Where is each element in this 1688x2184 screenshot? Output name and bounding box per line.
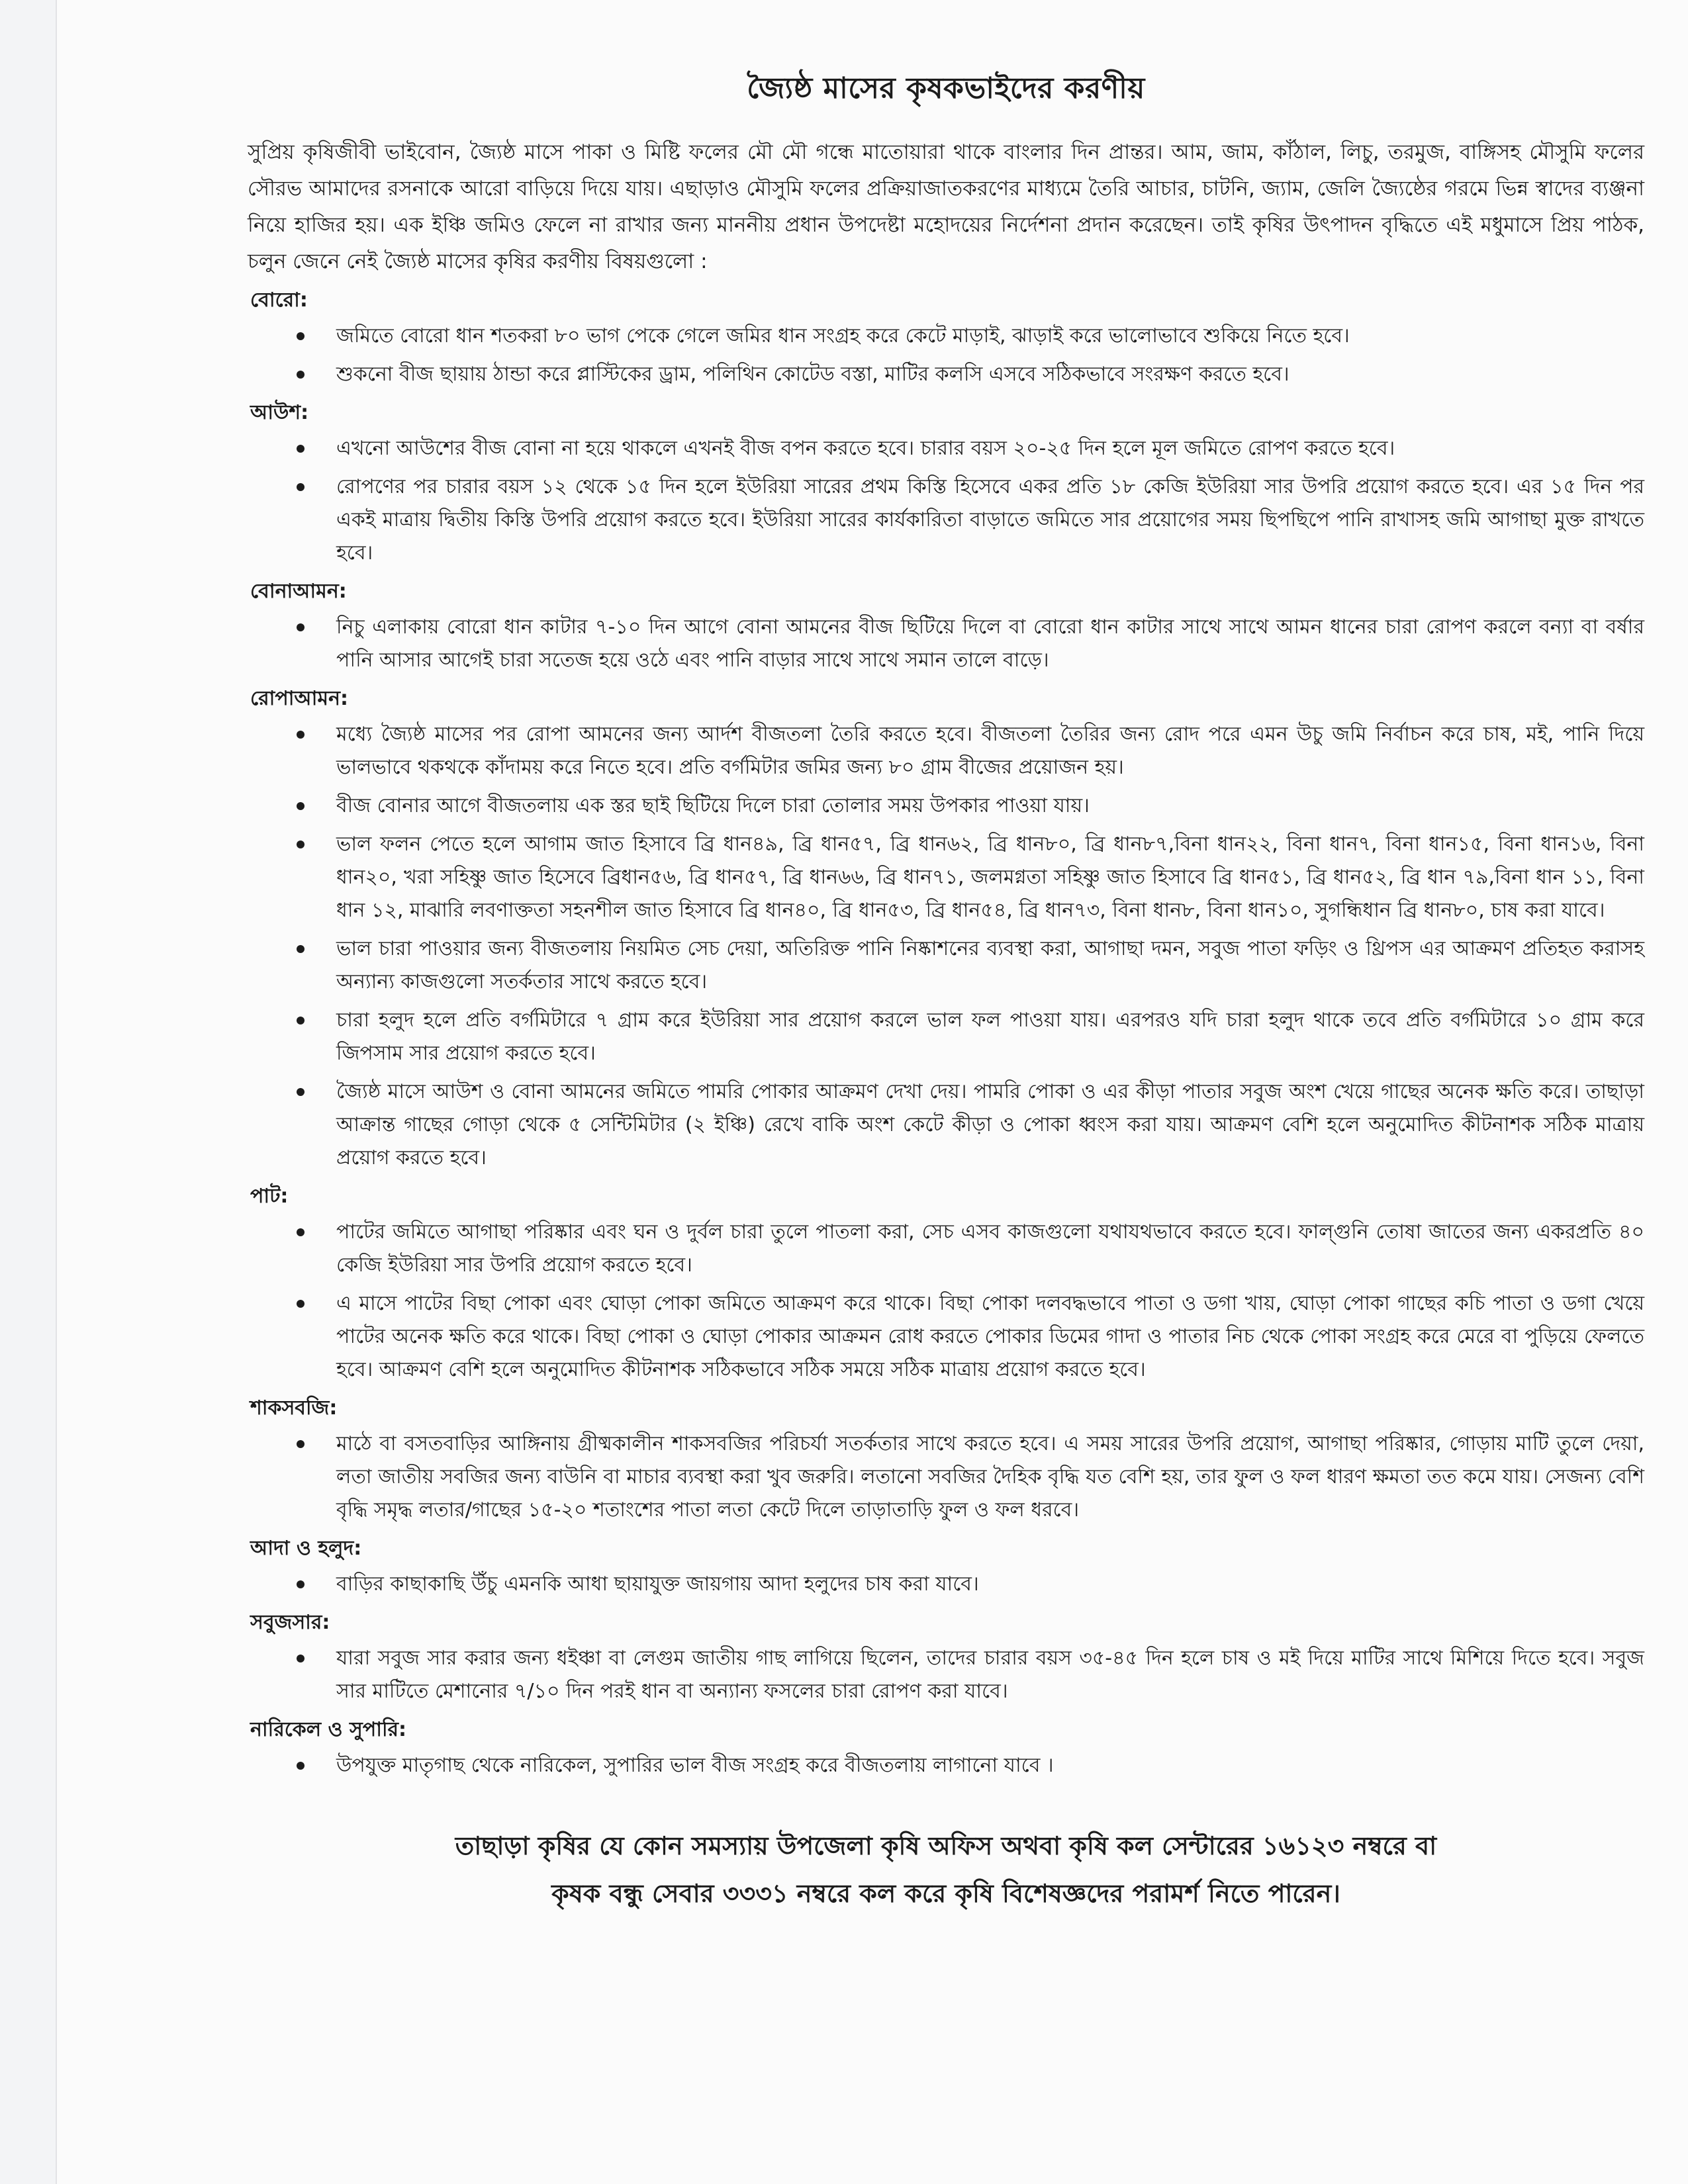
list-item: বাড়ির কাছাকাছি উঁচু এমনকি আধা ছায়াযুক্ত জায়গায় আদা হলুদের চাষ করা যাবে। (248, 1568, 1644, 1601)
list-item: মাঠে বা বসতবাড়ির আঙ্গিনায় গ্রীষ্মকালীন শাকসবজির পরিচর্যা সতর্কতার সাথে করতে হবে। এ সময় সারের উপরি প্রয়োগ, আগাছা পরিষ্কার, গোড়ায় মাটি তুলে দেয়া, লতা জাতীয় সবজির জন্য বাউনি বা মাচার ব্যবস্থা করা খুব জরুরি। লতানো সবজির দৈহিক বৃদ্ধি যত বেশি হয়, তার ফুল ও ফল ধারণ ক্ষমতা তত কমে যায়। সেজন্য বেশি বৃদ্ধি সমৃদ্ধ লতার/গাছের ১৫-২০ শতাংশের পাতা লতা কেটে দিলে তাড়াতাড়ি ফুল ও ফল ধরবে। (248, 1428, 1644, 1527)
bullet-list (248, 1568, 1644, 1601)
bullet-list (248, 1642, 1644, 1708)
bullet-list (248, 611, 1644, 677)
list-item: পাটের জমিতে আগাছা পরিষ্কার এবং ঘন ও দুর্বল চারা তুলে পাতলা করা, সেচ এসব কাজগুলো যথাযথভাবে করতে হবে। ফাল্গুনি তোষা জাতের জন্য একরপ্রতি ৪০ কেজি ইউরিয়া সার উপরি প্রয়োগ করতে হবে। (248, 1216, 1644, 1282)
list-item: নিচু এলাকায় বোরো ধান কাটার ৭-১০ দিন আগে বোনা আমনের বীজ ছিটিয়ে দিলে বা বোরো ধান কাটার সাথে সাথে আমন ধানের চারা রোপণ করলে বন্যা বা বর্ষার পানি আসার আগেই চারা সতেজ হয়ে ওঠে এবং পানি বাড়ার সাথে সাথে সমান তালে বাড়ে। (248, 611, 1644, 677)
bullet-list (248, 320, 1644, 391)
document-page (56, 0, 1688, 2184)
bullet-list (248, 1216, 1644, 1387)
section-heading: রোপাআমন: (250, 687, 348, 710)
list-item: ভাল ফলন পেতে হলে আগাম জাত হিসাবে ব্রি ধান৪৯, ব্রি ধান৫৭, ব্রি ধান৬২, ব্রি ধান৮০, ব্রি ধান৮৭,বিনা ধান২২, বিনা ধান৭, বিনা ধান১৫, বিনা ধান১৬, বিনা ধান২০, খরা সহিষ্ণু জাত হিসেবে ব্রিধান৫৬, ব্রি ধান৫৭, ব্রি ধান৬৬, ব্রি ধান৭১, জলমগ্নতা সহিষ্ণু জাত হিসাবে ব্রি ধান৫১, ব্রি ধান৫২, ব্রি ধান ৭৯,বিনা ধান ১১, বিনা ধান ১২, মাঝারি লবণাক্ততা সহনশীল জাত হিসাবে ব্রি ধান৪০, ব্রি ধান৫৩, ব্রি ধান৫৪, ব্রি ধান৭৩, বিনা ধান৮, বিনা ধান১০, সুগন্ধিধান ব্রি ধান৮০, চাষ করা যাবে। (248, 828, 1644, 927)
section-heading: বোনাআমন: (250, 580, 347, 603)
section-heading: বোরো: (250, 289, 308, 312)
section (248, 1606, 1644, 1708)
section-heading: নারিকেল ও সুপারি: (250, 1718, 407, 1741)
section (248, 1392, 1644, 1527)
section (248, 1180, 1644, 1387)
closing-line: কৃষক বন্ধু সেবার ৩৩৩১ নম্বরে কল করে কৃষি বিশেষজ্ঞদের পরামর্শ নিতে পারেন। (551, 1879, 1340, 1908)
document-content (248, 66, 1644, 1917)
list-item: বীজ বোনার আগে বীজতলায় এক স্তর ছাই ছিটিয়ে দিলে চারা তোলার সময় উপকার পাওয়া যায়। (248, 790, 1644, 823)
section (248, 396, 1644, 570)
list-item: শুকনো বীজ ছায়ায় ঠান্ডা করে প্লাস্টিকের ড্রাম, পলিথিন কোটেড বস্তা, মাটির কলসি এসবে সঠিকভাবে সংরক্ষণ করতে হবে। (248, 358, 1644, 391)
list-item: চারা হলুদ হলে প্রতি বর্গমিটারে ৭ গ্রাম করে ইউরিয়া সার প্রয়োগ করলে ভাল ফল পাওয়া যায়। এরপরও যদি চারা হলুদ থাকে তবে প্রতি বর্গমিটারে ১০ গ্রাম করে জিপসাম সার প্রয়োগ করতে হবে। (248, 1004, 1644, 1070)
document-title: জ্যৈষ্ঠ মাসের কৃষকভাইদের করণীয় (747, 71, 1145, 105)
section (248, 1713, 1644, 1782)
closing-line: তাছাড়া কৃষির যে কোন সমস্যায় উপজেলা কৃষি অফিস অথবা কৃষি কল সেন্টারের ১৬১২৩ নম্বরে বা (455, 1831, 1437, 1860)
bullet-list (248, 432, 1644, 570)
section-heading: সবুজসার: (250, 1611, 330, 1634)
section-heading: শাকসবজি: (250, 1396, 338, 1420)
list-item: জ্যৈষ্ঠ মাসে আউশ ও বোনা আমনের জমিতে পামরি পোকার আক্রমণ দেখা দেয়। পামরি পোকা ও এর কীড়া পাতার সবুজ অংশ খেয়ে গাছের অনেক ক্ষতি করে। তাছাড়া আক্রান্ত গাছের গোড়া থেকে ৫ সেন্টিমিটার (২ ইঞ্চি) রেখে বাকি অংশ কেটে কীড়া ও পোকা ধ্বংস করা যায়। আক্রমণ বেশি হলে অনুমোদিত কীটনাশক সঠিক মাত্রায় প্রয়োগ করতে হবে। (248, 1075, 1644, 1175)
section (248, 1532, 1644, 1601)
section (248, 682, 1644, 1175)
section-heading: আদা ও হলুদ: (250, 1537, 362, 1560)
bullet-list (248, 1428, 1644, 1527)
list-item: মধ্যে জ্যৈষ্ঠ মাসের পর রোপা আমনের জন্য আর্দশ বীজতলা তৈরি করতে হবে। বীজতলা তৈরির জন্য রোদ পরে এমন উচু জমি নির্বাচন করে চাষ, মই, পানি দিয়ে ভালভাবে থকথকে কাঁদাময় করে নিতে হবে। প্রতি বর্গমিটার জমির জন্য ৮০ গ্রাম বীজের প্রয়োজন হয়। (248, 718, 1644, 784)
list-item: জমিতে বোরো ধান শতকরা ৮০ ভাগ পেকে গেলে জমির ধান সংগ্রহ করে কেটে মাড়াই, ঝাড়াই করে ভালোভাবে শুকিয়ে নিতে হবে। (248, 320, 1644, 353)
list-item: ভাল চারা পাওয়ার জন্য বীজতলায় নিয়মিত সেচ দেয়া, অতিরিক্ত পানি নিষ্কাশনের ব্যবস্থা করা, আগাছা দমন, সবুজ পাতা ফড়িং ও থ্রিপস এর আক্রমণ প্রতিহত করাসহ অন্যান্য কাজগুলো সতর্কতার সাথে করতে হবে। (248, 933, 1644, 999)
section-heading: পাট: (250, 1185, 289, 1208)
list-item: উপযুক্ত মাতৃগাছ থেকে নারিকেল, সুপারির ভাল বীজ সংগ্রহ করে বীজতলায় লাগানো যাবে । (248, 1749, 1644, 1782)
sections-container (248, 284, 1644, 1782)
list-item: রোপণের পর চারার বয়স ১২ থেকে ১৫ দিন হলে ইউরিয়া সারের প্রথম কিস্তি হিসেবে একর প্রতি ১৮ কেজি ইউরিয়া সার উপরি প্রয়োগ করতে হবে। এর ১৫ দিন পর একই মাত্রায় দ্বিতীয় কিস্তি উপরি প্রয়োগ করতে হবে। ইউরিয়া সারের কার্যকারিতা বাড়াতে জমিতে সার প্রয়োগের সময় ছিপছিপে পানি রাখাসহ জমি আগাছা মুক্ত রাখতে হবে। (248, 471, 1644, 570)
closing-note (248, 1822, 1644, 1917)
intro-paragraph: সুপ্রিয় কৃষিজীবী ভাইবোন, জ্যৈষ্ঠ মাসে পাকা ও মিষ্টি ফলের মৌ মৌ গন্ধে মাতোয়ারা থাকে বাংলার দিন প্রান্তর। আম, জাম, কাঁঠাল, লিচু, তরমুজ, বাঙ্গিসহ মৌসুমি ফলের সৌরভ আমাদের রসনাকে আরো বাড়িয়ে দিয়ে যায়। এছাড়াও মৌসুমি ফলের প্রক্রিয়াজাতকরণের মাধ্যমে তৈরি আচার, চাটনি, জ্যাম, জেলি জ্যৈষ্ঠের গরমে ভিন্ন স্বাদের ব্যঞ্জনা নিয়ে হাজির হয়। এক ইঞ্চি জমিও ফেলে না রাখার জন্য মাননীয় প্রধান উপদেষ্টা মহোদয়ের নির্দেশনা প্রদান করেছেন। তাই কৃষির উৎপাদন বৃদ্ধিতে এই মধুমাসে প্রিয় পাঠক, চলুন জেনে নেই জ্যৈষ্ঠ মাসের কৃষির করণীয় বিষয়গুলো : (248, 140, 1644, 273)
list-item: এ মাসে পাটের বিছা পোকা এবং ঘোড়া পোকা জমিতে আক্রমণ করে থাকে। বিছা পোকা দলবদ্ধভাবে পাতা ও ডগা খায়, ঘোড়া পোকা গাছের কচি পাতা ও ডগা খেয়ে পাটের অনেক ক্ষতি করে থাকে। বিছা পোকা ও ঘোড়া পোকার আক্রমন রোধ করতে পোকার ডিমের গাদা ও পাতার নিচ থেকে পোকা সংগ্রহ করে মেরে বা পুড়িয়ে ফেলতে হবে। আক্রমণ বেশি হলে অনুমোদিত কীটনাশক সঠিকভাবে সঠিক সময়ে সঠিক মাত্রায় প্রয়োগ করতে হবে। (248, 1287, 1644, 1387)
section (248, 575, 1644, 677)
bullet-list (248, 1749, 1644, 1782)
section (248, 284, 1644, 391)
list-item: এখনো আউশের বীজ বোনা না হয়ে থাকলে এখনই বীজ বপন করতে হবে। চারার বয়স ২০-২৫ দিন হলে মূল জমিতে রোপণ করতে হবে। (248, 432, 1644, 465)
section-heading: আউশ: (250, 401, 309, 424)
list-item: যারা সবুজ সার করার জন্য ধইঞ্চা বা লেগুম জাতীয় গাছ লাগিয়ে ছিলেন, তাদের চারার বয়স ৩৫-৪৫ দিন হলে চাষ ও মই দিয়ে মাটির সাথে মিশিয়ে দিতে হবে। সবুজ সার মাটিতে মেশানোর ৭/১০ দিন পরই ধান বা অন্যান্য ফসলের চারা রোপণ করা যাবে। (248, 1642, 1644, 1708)
bullet-list (248, 718, 1644, 1175)
